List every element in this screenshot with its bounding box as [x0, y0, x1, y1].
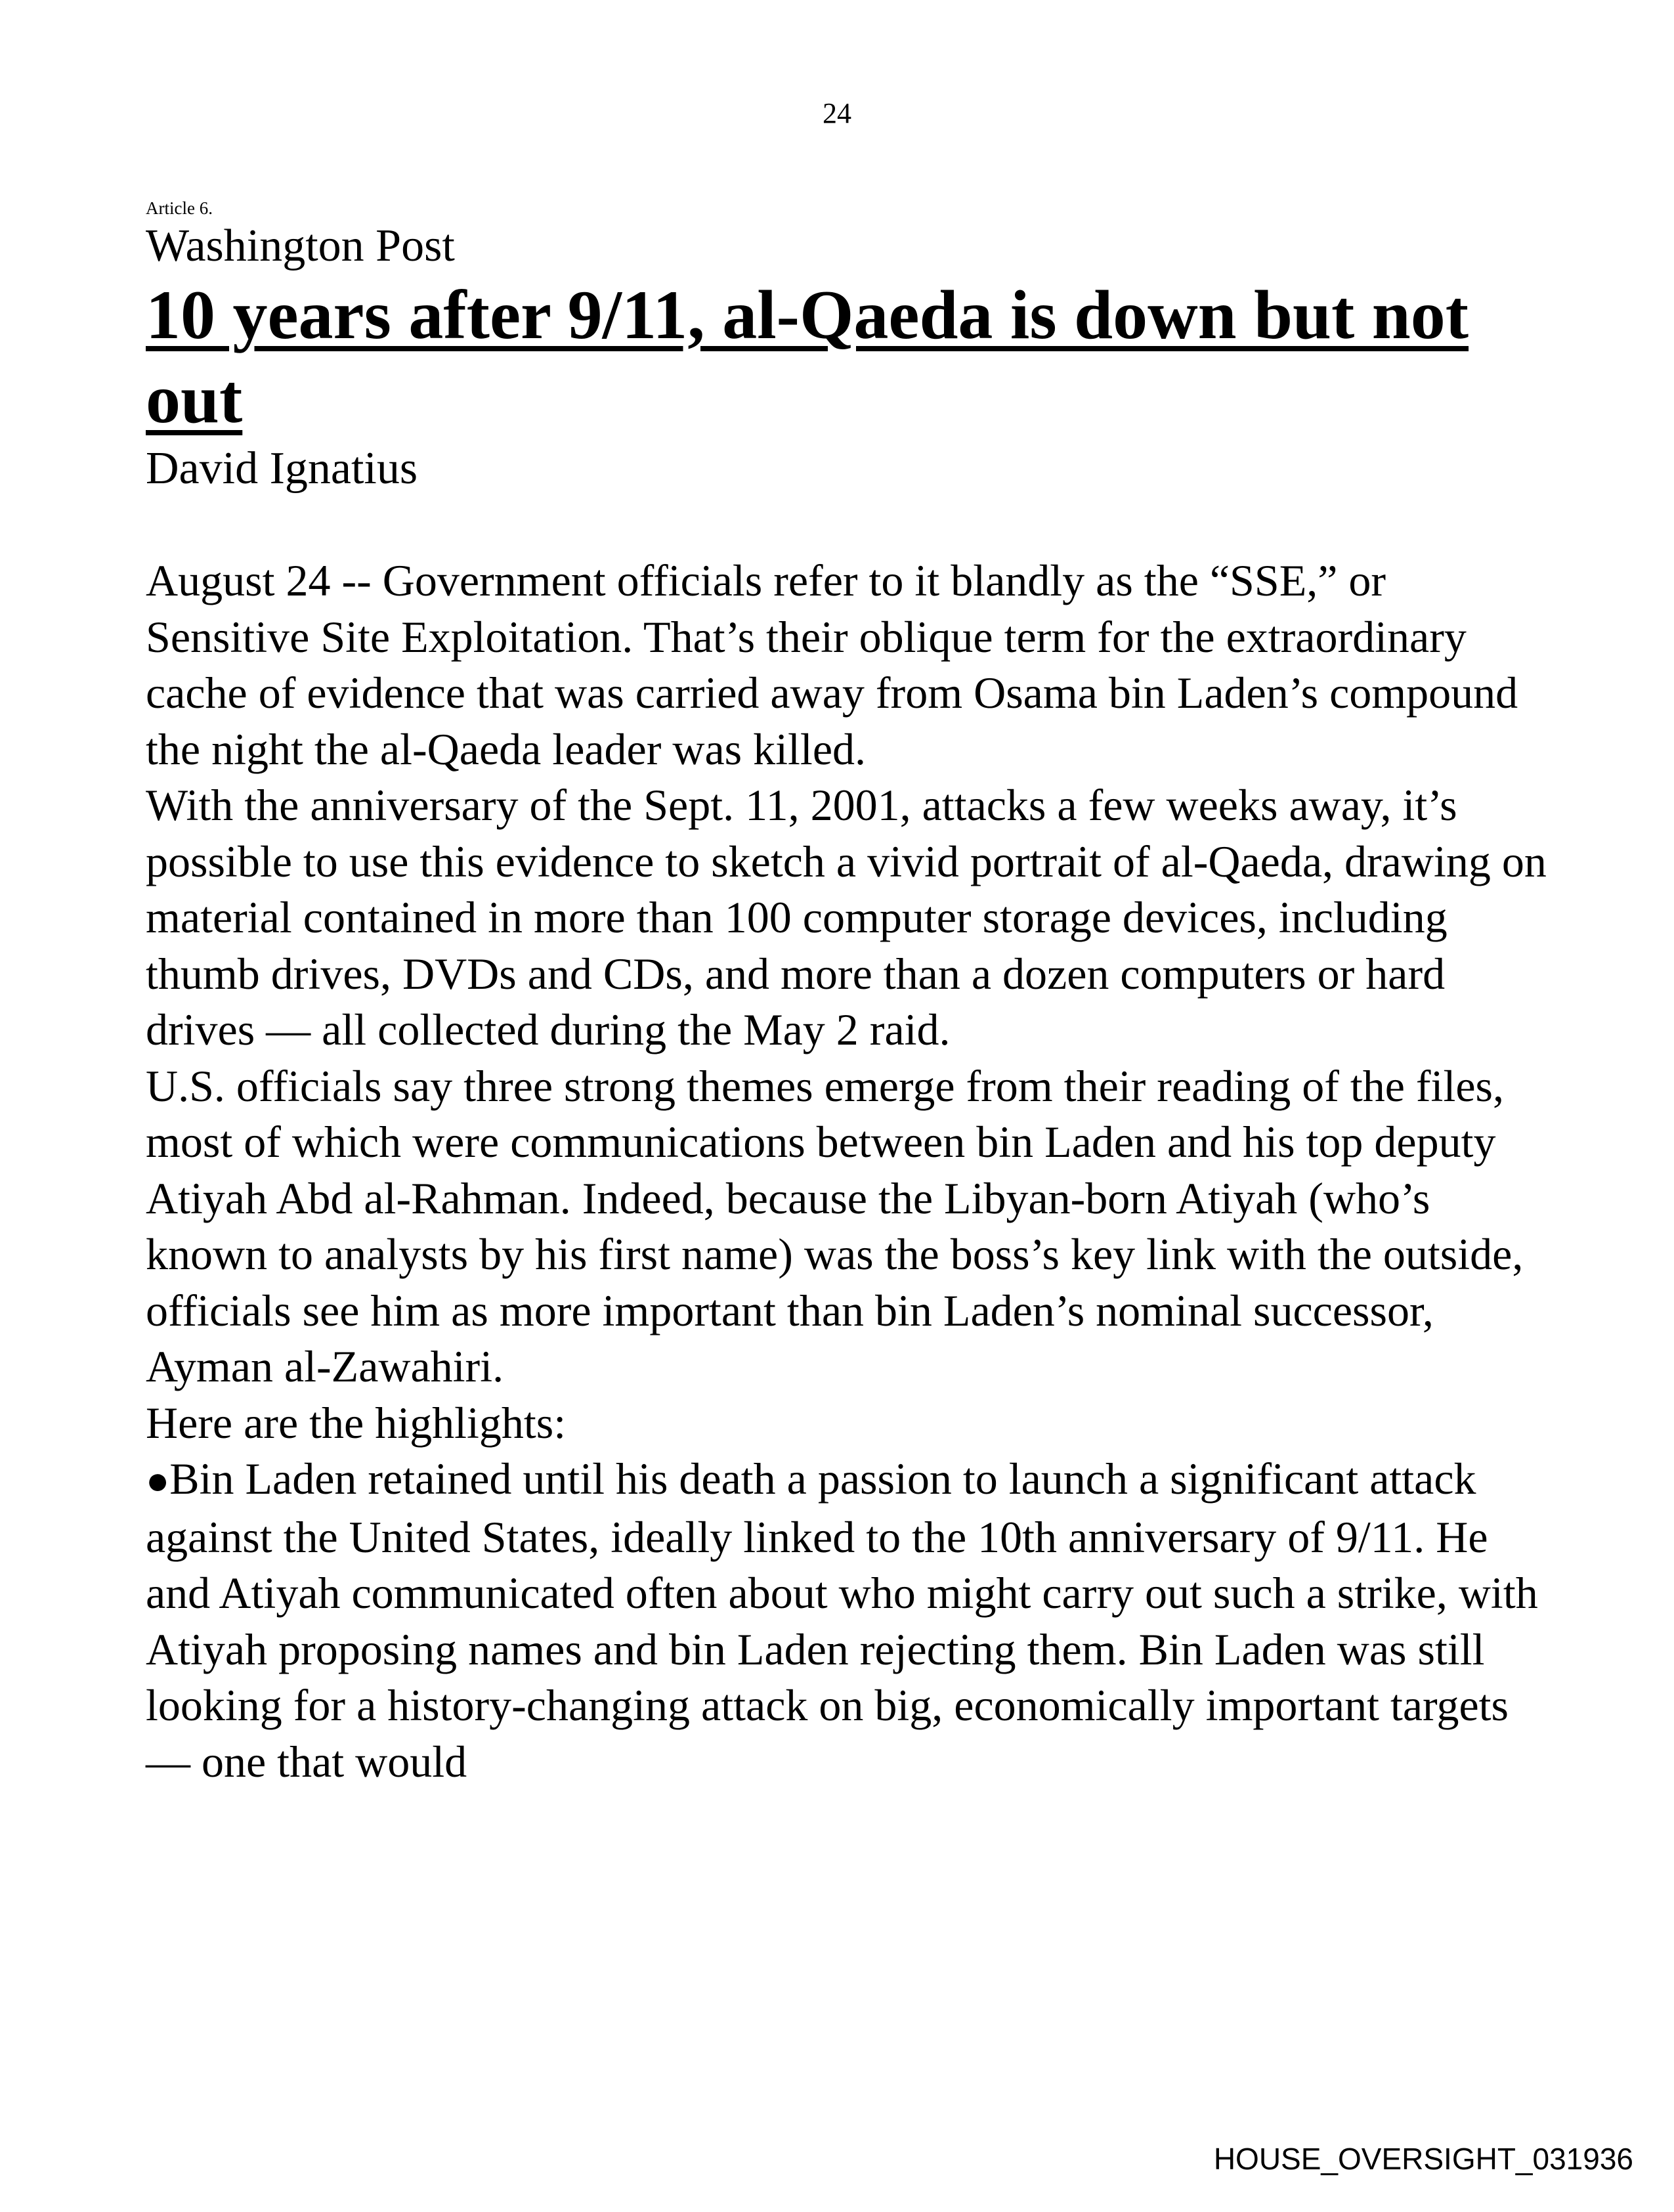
page-number: 24: [823, 97, 851, 129]
bullet-item: [146, 1451, 1551, 1790]
article-body: [146, 553, 1551, 1790]
document-id-footer: HOUSE_OVERSIGHT_031936: [1213, 2142, 1633, 2176]
paragraph: August 24 -- Government officials refer to it blandly as the “SSE,” or Sensitive Site Exploitation. That’s their oblique term for the extraordinary cache of evidence that was carried away from Osama bin Laden’s compound the night the al-Qaeda leader was killed.: [146, 555, 1518, 774]
paragraph: With the anniversary of the Sept. 11, 2001, attacks a few weeks away, it’s possible to use this evidence to sketch a vivid portrait of al-Qaeda, drawing on material contained in more than 100 computer storage devices, including thumb drives, DVDs and CDs, and more than a dozen computers or hard drives — all collected during the May 2 raid.: [146, 780, 1547, 1054]
article-label: Article 6.: [146, 198, 213, 218]
article: [146, 197, 1551, 1790]
paragraph: Here are the highlights:: [146, 1397, 567, 1448]
paragraph: U.S. officials say three strong themes emerge from their reading of the files, most of which were communications between bin Laden and his top deputy Atiyah Abd al-Rahman. Indeed, because the Libyan-born Atiyah (who’s known to analysts by his first name) was the boss’s key link with the outside, officials see him as more important than bin Laden’s nominal successor, Ayman al-Zawahiri.: [146, 1060, 1524, 1391]
publication-name: Washington Post: [146, 221, 455, 271]
bullet-text: Bin Laden retained until his death a passion to launch a significant attack against the United States, ideally linked to the 10th anniversary of 9/11. He and Atiyah communicated often about who might carry out such a strike, with Atiyah proposing names and bin Laden rejecting them. Bin Laden was still looking for a history-changing attack on big, economically important targets — one that would: [146, 1454, 1538, 1787]
article-author: David Ignatius: [146, 443, 418, 494]
bullet-icon: ●: [146, 1459, 170, 1502]
article-headline: 10 years after 9/11, al-Qaeda is down but not out: [146, 276, 1469, 437]
